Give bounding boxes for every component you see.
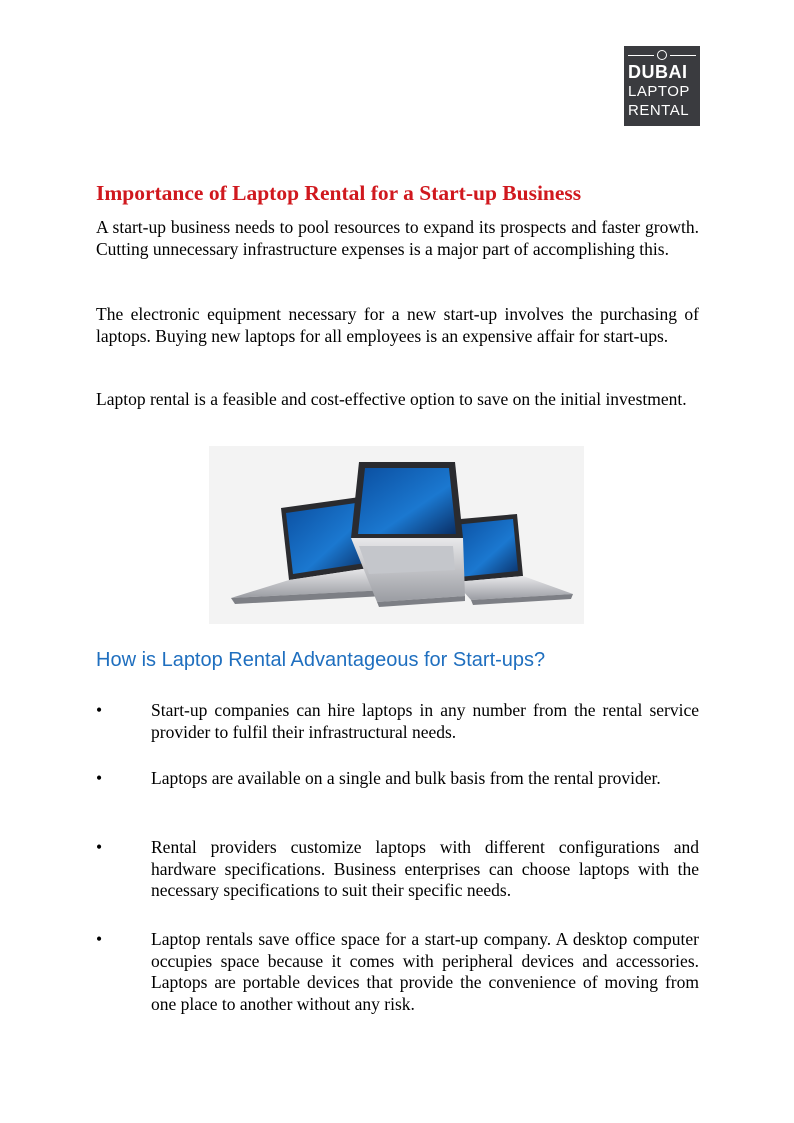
bullet-marker: • (96, 837, 103, 857)
company-logo (624, 46, 700, 126)
equipment-paragraph: The electronic equipment necessary for a new start-up involves the purchasing of laptops. Buying new laptops for all employees is an expensive affair for start-ups. (96, 304, 699, 346)
bullet-item (96, 768, 699, 790)
page-title: Importance of Laptop Rental for a Start-up Business (96, 181, 582, 205)
bullet-marker: • (96, 929, 103, 949)
logo-line-rental: RENTAL (628, 102, 690, 119)
bullet-marker: • (96, 700, 103, 720)
section-subheading: How is Laptop Rental Advantageous for Start-ups? (96, 649, 546, 671)
logo-line-laptop: LAPTOP (628, 83, 690, 100)
bullet-marker: • (96, 768, 103, 788)
logo-emblem-icon (628, 48, 696, 62)
bullet-text: Rental providers customize laptops with different configurations and hardware specifications. Business enterprises can choose laptops with the necessary specifications to suit their specific needs. (151, 837, 699, 900)
bullet-item (96, 837, 699, 902)
rental-paragraph: Laptop rental is a feasible and cost-effective option to save on the initial investment. (96, 389, 687, 409)
laptops-illustration (209, 446, 584, 624)
bullet-text: Laptops are available on a single and bulk basis from the rental provider. (151, 768, 661, 788)
intro-paragraph: A start-up business needs to pool resources to expand its prospects and faster growth. Cutting unnecessary infrastructure expenses is a major part of accomplishing this. (96, 217, 699, 259)
bullet-item (96, 700, 699, 743)
bullet-item (96, 929, 699, 1015)
logo-line-dubai: DUBAI (628, 62, 688, 82)
bullet-text: Laptop rentals save office space for a start-up company. A desktop computer occupies space because it comes with peripheral devices and accessories. Laptops are portable devices that provide the convenience of moving from one place to another without any risk. (151, 929, 699, 1014)
right-laptop (449, 514, 573, 605)
three-laptops-image (209, 446, 584, 624)
bullet-text: Start-up companies can hire laptops in any number from the rental service provider to fulfil their infrastructural needs. (151, 700, 699, 742)
